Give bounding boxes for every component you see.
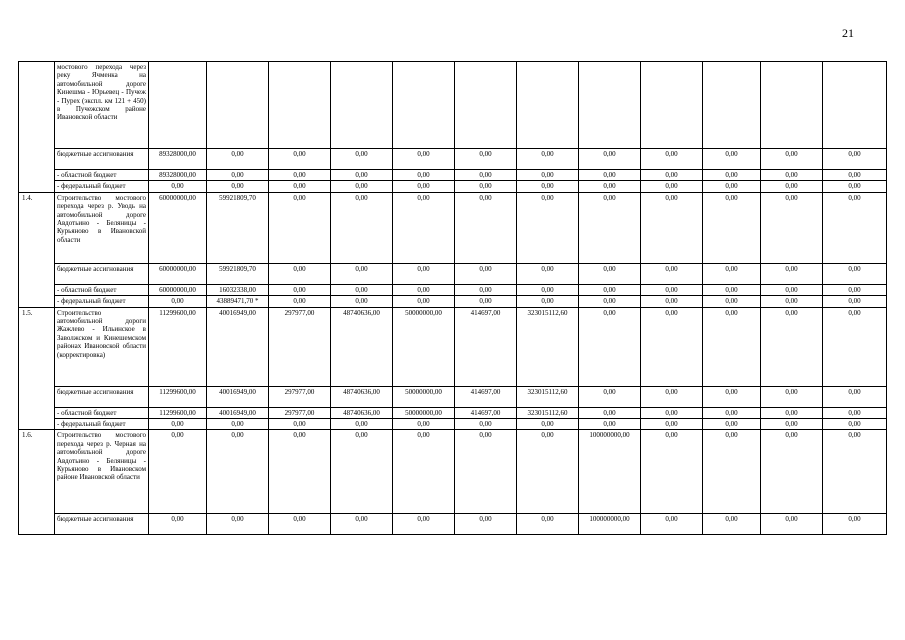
value-cell [455,62,517,149]
value-cell: 0,00 [579,296,641,307]
value-cell: 0,00 [641,430,703,514]
value-cell: 0,00 [393,284,455,295]
value-cell: 0,00 [641,170,703,181]
value-cell: 0,00 [703,514,761,535]
value-cell: 0,00 [823,430,887,514]
value-cell: 0,00 [517,263,579,284]
value-cell: 0,00 [393,192,455,263]
value-cell [641,62,703,149]
value-cell [579,62,641,149]
budget-table [18,61,887,535]
value-cell: 0,00 [761,407,823,418]
value-cell: 0,00 [703,386,761,407]
funding-source-label: - федеральный бюджет [55,296,149,307]
value-cell: 0,00 [823,149,887,170]
value-cell: 414697,00 [455,386,517,407]
value-cell: 0,00 [331,296,393,307]
value-cell: 0,00 [823,407,887,418]
value-cell: 0,00 [269,419,331,430]
value-cell: 0,00 [455,149,517,170]
value-cell: 0,00 [207,181,269,192]
table-row [19,263,887,284]
value-cell: 0,00 [579,192,641,263]
table-row [19,419,887,430]
value-cell: 59921809,70 [207,263,269,284]
value-cell: 0,00 [761,386,823,407]
value-cell: 0,00 [641,263,703,284]
value-cell: 414697,00 [455,407,517,418]
value-cell: 0,00 [517,430,579,514]
table-row [19,62,887,149]
value-cell: 0,00 [269,514,331,535]
item-number: 1.4. [19,192,55,307]
value-cell: 0,00 [269,149,331,170]
value-cell: 0,00 [331,430,393,514]
value-cell: 0,00 [331,192,393,263]
funding-source-label: - областной бюджет [55,407,149,418]
value-cell: 0,00 [703,430,761,514]
value-cell: 0,00 [207,170,269,181]
value-cell: 0,00 [579,307,641,386]
value-cell [823,62,887,149]
value-cell: 0,00 [703,307,761,386]
value-cell: 0,00 [641,284,703,295]
value-cell: 0,00 [455,170,517,181]
value-cell: 0,00 [269,263,331,284]
value-cell: 323015112,60 [517,386,579,407]
value-cell: 0,00 [823,284,887,295]
value-cell: 0,00 [455,514,517,535]
value-cell: 0,00 [207,514,269,535]
value-cell: 414697,00 [455,307,517,386]
value-cell: 0,00 [269,296,331,307]
value-cell: 100000000,00 [579,514,641,535]
value-cell [393,62,455,149]
value-cell: 0,00 [149,419,207,430]
value-cell: 0,00 [823,192,887,263]
value-cell: 0,00 [703,284,761,295]
item-number: 1.5. [19,307,55,430]
value-cell [331,62,393,149]
value-cell [207,62,269,149]
table-row [19,181,887,192]
value-cell: 0,00 [517,296,579,307]
table-body [19,62,887,535]
value-cell: 0,00 [579,407,641,418]
value-cell: 0,00 [579,181,641,192]
item-name: Строительство автомобильной дороги Жажлево - Ильинское в Заволжском и Кинешемском районах Ивановской области (корректировка) [55,307,149,386]
table-row [19,149,887,170]
value-cell: 0,00 [579,170,641,181]
value-cell: 323015112,60 [517,307,579,386]
value-cell: 0,00 [761,170,823,181]
value-cell: 0,00 [761,181,823,192]
value-cell: 0,00 [703,149,761,170]
value-cell: 0,00 [331,181,393,192]
value-cell: 0,00 [149,296,207,307]
value-cell: 323015112,60 [517,407,579,418]
value-cell: 0,00 [703,407,761,418]
table-row [19,170,887,181]
value-cell: 0,00 [823,181,887,192]
funding-source-label: бюджетные ассигнования [55,514,149,535]
value-cell: 0,00 [517,419,579,430]
value-cell: 0,00 [455,263,517,284]
value-cell: 48740636,00 [331,307,393,386]
value-cell: 11299600,00 [149,307,207,386]
page-number: 21 [842,26,854,40]
value-cell: 0,00 [269,192,331,263]
value-cell: 0,00 [823,419,887,430]
value-cell: 0,00 [703,296,761,307]
value-cell: 297977,00 [269,407,331,418]
value-cell: 0,00 [331,170,393,181]
value-cell: 0,00 [393,263,455,284]
item-number [19,62,55,193]
value-cell: 0,00 [269,284,331,295]
value-cell: 50000000,00 [393,386,455,407]
value-cell: 60000000,00 [149,263,207,284]
value-cell: 0,00 [149,430,207,514]
value-cell: 0,00 [579,149,641,170]
item-number: 1.6. [19,430,55,535]
table-row [19,192,887,263]
value-cell: 0,00 [455,181,517,192]
value-cell: 0,00 [393,430,455,514]
value-cell: 0,00 [641,296,703,307]
value-cell: 0,00 [641,386,703,407]
value-cell: 40016949,00 [207,307,269,386]
value-cell: 0,00 [641,419,703,430]
value-cell: 0,00 [761,430,823,514]
item-name: мостового перехода через реку Ячменка на автомобильной дороге Кинешма - Юрьевец - Пучеж - Пурех (экспл. км 121 + 450) в Пучежском районе Ивановской области [55,62,149,149]
table-row [19,386,887,407]
item-name: Строительство мостового перехода через р. Уводь на автомобильной дороге Авдотьино - Беляницы - Курьяново в Ивановской области [55,192,149,263]
value-cell: 0,00 [823,263,887,284]
table-row [19,407,887,418]
value-cell: 0,00 [641,307,703,386]
value-cell: 0,00 [579,263,641,284]
value-cell: 0,00 [269,430,331,514]
funding-source-label: - федеральный бюджет [55,419,149,430]
value-cell: 0,00 [455,430,517,514]
value-cell: 0,00 [703,419,761,430]
value-cell [149,62,207,149]
value-cell: 0,00 [703,263,761,284]
funding-source-label: бюджетные ассигнования [55,263,149,284]
value-cell: 0,00 [393,149,455,170]
value-cell: 0,00 [331,284,393,295]
value-cell: 0,00 [517,514,579,535]
value-cell: 0,00 [641,149,703,170]
value-cell [517,62,579,149]
value-cell: 11299600,00 [149,386,207,407]
value-cell: 0,00 [823,170,887,181]
value-cell [761,62,823,149]
value-cell: 59921809,70 [207,192,269,263]
value-cell: 0,00 [761,263,823,284]
value-cell: 50000000,00 [393,407,455,418]
value-cell: 0,00 [269,181,331,192]
value-cell: 0,00 [761,296,823,307]
table-row [19,430,887,514]
value-cell: 40016949,00 [207,407,269,418]
value-cell: 0,00 [207,419,269,430]
funding-source-label: - федеральный бюджет [55,181,149,192]
value-cell: 0,00 [703,181,761,192]
value-cell: 0,00 [823,514,887,535]
value-cell [703,62,761,149]
value-cell: 297977,00 [269,307,331,386]
value-cell: 100000000,00 [579,430,641,514]
value-cell: 48740636,00 [331,386,393,407]
value-cell: 0,00 [393,181,455,192]
value-cell: 0,00 [207,430,269,514]
value-cell: 0,00 [393,170,455,181]
value-cell: 0,00 [579,386,641,407]
value-cell: 0,00 [641,192,703,263]
value-cell: 0,00 [641,407,703,418]
value-cell: 0,00 [641,514,703,535]
value-cell: 0,00 [579,284,641,295]
value-cell: 0,00 [761,284,823,295]
value-cell: 0,00 [703,170,761,181]
funding-source-label: бюджетные ассигнования [55,386,149,407]
value-cell: 0,00 [393,514,455,535]
value-cell: 0,00 [455,296,517,307]
value-cell: 60000000,00 [149,192,207,263]
value-cell: 89328000,00 [149,149,207,170]
value-cell: 50000000,00 [393,307,455,386]
value-cell: 0,00 [761,514,823,535]
funding-source-label: - областной бюджет [55,284,149,295]
value-cell: 0,00 [207,149,269,170]
value-cell: 0,00 [517,149,579,170]
value-cell: 297977,00 [269,386,331,407]
value-cell: 40016949,00 [207,386,269,407]
value-cell: 0,00 [641,181,703,192]
value-cell: 0,00 [269,170,331,181]
value-cell: 0,00 [517,284,579,295]
value-cell [269,62,331,149]
value-cell: 0,00 [823,386,887,407]
value-cell: 0,00 [331,419,393,430]
value-cell: 0,00 [149,514,207,535]
item-name: Строительство мостового перехода через р. Черная на автомобильной дороге Авдотьино - Беляницы - Курьяново в Ивановском районе Ивановской области [55,430,149,514]
value-cell: 0,00 [761,149,823,170]
table-row [19,284,887,295]
value-cell: 0,00 [455,419,517,430]
value-cell: 0,00 [331,514,393,535]
value-cell: 0,00 [149,181,207,192]
value-cell: 0,00 [517,181,579,192]
value-cell: 89328000,00 [149,170,207,181]
value-cell: 0,00 [761,307,823,386]
value-cell: 0,00 [517,170,579,181]
funding-source-label: бюджетные ассигнования [55,149,149,170]
table-row [19,307,887,386]
value-cell: 43889471,70 * [207,296,269,307]
value-cell: 0,00 [579,419,641,430]
value-cell: 0,00 [331,263,393,284]
value-cell: 0,00 [393,296,455,307]
value-cell: 0,00 [703,192,761,263]
value-cell: 0,00 [823,307,887,386]
value-cell: 0,00 [455,192,517,263]
funding-source-label: - областной бюджет [55,170,149,181]
value-cell: 11299600,00 [149,407,207,418]
value-cell: 0,00 [331,149,393,170]
value-cell: 0,00 [761,419,823,430]
value-cell: 0,00 [455,284,517,295]
value-cell: 0,00 [761,192,823,263]
value-cell: 16032338,00 [207,284,269,295]
value-cell: 0,00 [517,192,579,263]
value-cell: 0,00 [393,419,455,430]
table-row [19,514,887,535]
table-row [19,296,887,307]
value-cell: 48740636,00 [331,407,393,418]
value-cell: 60000000,00 [149,284,207,295]
value-cell: 0,00 [823,296,887,307]
